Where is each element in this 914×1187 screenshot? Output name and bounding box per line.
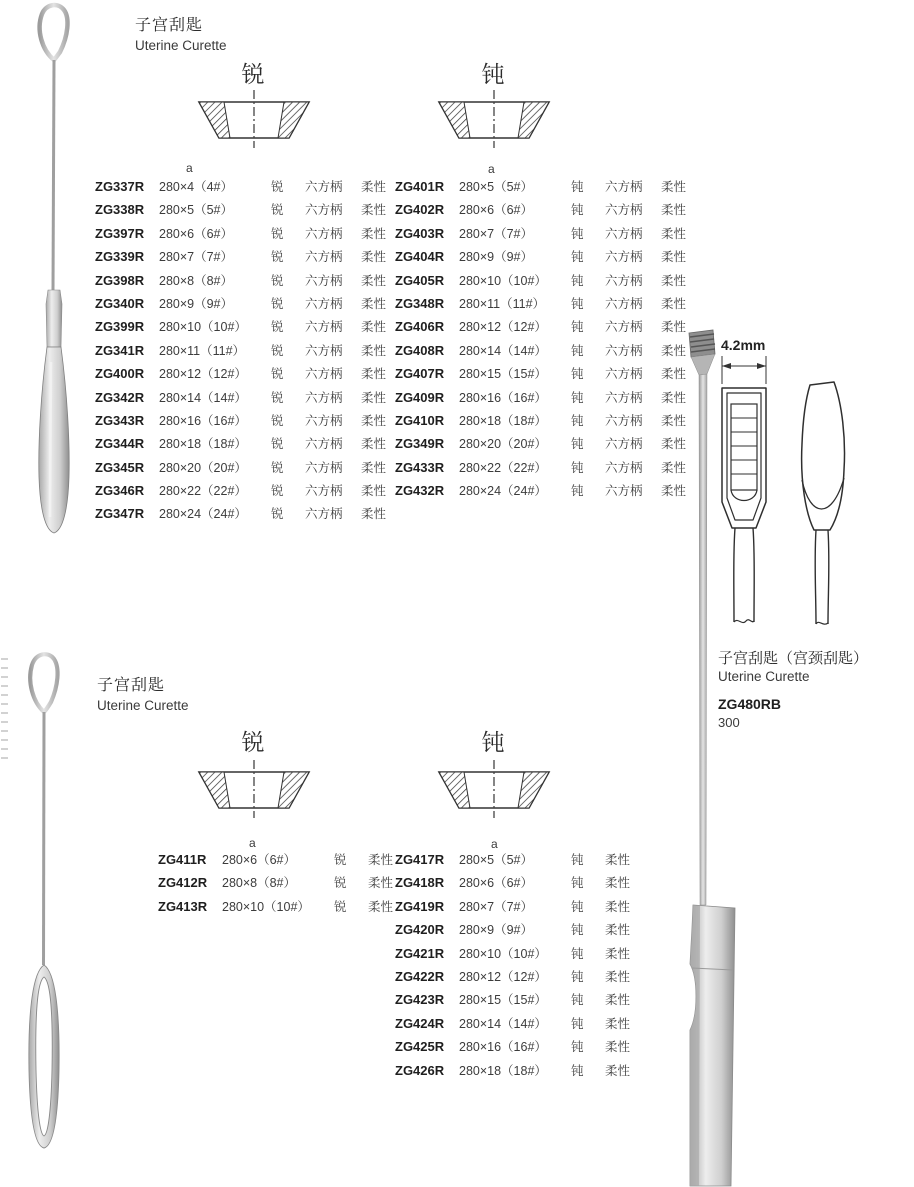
flex-label: 柔性: [368, 899, 394, 914]
product-size: 280×10（10#）: [459, 273, 547, 288]
edge-type: 锐: [334, 876, 347, 891]
flex-label: 柔性: [661, 460, 687, 475]
product-size: 280×6（6#）: [159, 226, 234, 241]
handle-type: 六方柄: [605, 413, 643, 428]
table-row: [158, 873, 410, 896]
product-size: 280×16（16#）: [159, 413, 247, 428]
product-size: 280×9（9#）: [459, 923, 534, 938]
cross-section-diagram-blunt-top: [433, 88, 555, 150]
handle-type: 六方柄: [305, 226, 343, 241]
edge-type: 钝: [571, 899, 584, 914]
handle-type: 六方柄: [605, 273, 643, 288]
handle-type: 六方柄: [605, 343, 643, 358]
product-code: ZG421R: [395, 945, 445, 961]
product-code: ZG348R: [395, 295, 445, 311]
product-code: ZG423R: [395, 992, 445, 1008]
edge-type: 钝: [571, 343, 584, 358]
table-row: [95, 177, 403, 200]
table-row: [395, 434, 703, 457]
side-panel-product-size: 300: [718, 715, 740, 730]
product-size: 280×5（5#）: [159, 203, 234, 218]
flex-label: 柔性: [605, 1016, 631, 1031]
table-row: [95, 341, 403, 364]
flex-label: 柔性: [605, 923, 631, 938]
edge-type: 钝: [571, 226, 584, 241]
product-size: 280×9（9#）: [459, 250, 534, 265]
product-code: ZG345R: [95, 459, 145, 475]
product-code: ZG407R: [395, 366, 445, 382]
cross-section-diagram-sharp-bottom: [193, 758, 315, 820]
side-panel-title-en: Uterine Curette: [718, 669, 810, 684]
table-row: [95, 481, 403, 504]
page-edge-marks: [1, 658, 8, 762]
product-code: ZG417R: [395, 852, 445, 867]
edge-type: 锐: [271, 296, 284, 311]
section2-blunt-table: [395, 850, 647, 1084]
flex-label: 柔性: [661, 226, 687, 241]
flex-label: 柔性: [661, 273, 687, 288]
dim-label-a: a: [488, 162, 495, 176]
handle-type: 六方柄: [605, 250, 643, 265]
table-row: [395, 1014, 647, 1037]
product-code: ZG406R: [395, 319, 445, 335]
table-row: [95, 411, 403, 434]
product-size: 280×4（4#）: [159, 180, 234, 194]
section2-sharp-heading: 锐: [241, 729, 265, 755]
flex-label: 柔性: [661, 320, 687, 335]
product-size: 280×5（5#）: [459, 180, 534, 194]
handle-type: 六方柄: [305, 437, 343, 452]
curette-photo-bottom: [15, 650, 105, 1187]
product-size: 280×15（15#）: [459, 367, 547, 382]
edge-type: 锐: [271, 203, 284, 218]
cross-section-diagram-sharp-top: [193, 88, 315, 150]
flex-label: 柔性: [361, 226, 387, 241]
product-code: ZG342R: [95, 389, 145, 405]
edge-type: 锐: [271, 390, 284, 405]
edge-type: 钝: [571, 296, 584, 311]
table-row: [395, 1037, 647, 1060]
product-size: 280×16（16#）: [459, 1040, 547, 1055]
flex-label: 柔性: [661, 390, 687, 405]
table-row: [395, 317, 703, 340]
handle-type: 六方柄: [605, 460, 643, 475]
product-code: ZG341R: [95, 342, 145, 358]
edge-type: 锐: [271, 250, 284, 265]
product-code: ZG399R: [95, 319, 145, 335]
edge-type: 钝: [571, 969, 584, 984]
table-row: [395, 364, 703, 387]
product-size: 280×8（8#）: [159, 273, 234, 288]
table-row: [95, 271, 403, 294]
flex-label: 柔性: [605, 1040, 631, 1055]
table-row: [95, 294, 403, 317]
flex-label: 柔性: [661, 413, 687, 428]
table-row: [395, 411, 703, 434]
product-code: ZG398R: [95, 272, 145, 288]
edge-type: 锐: [271, 413, 284, 428]
handle-type: 六方柄: [605, 203, 643, 218]
table-row: [395, 944, 647, 967]
table-row: [95, 388, 403, 411]
product-size: 280×12（12#）: [459, 969, 547, 984]
handle-type: 六方柄: [605, 390, 643, 405]
handle-type: 六方柄: [305, 273, 343, 288]
edge-type: 钝: [571, 367, 584, 382]
table-row: [395, 224, 703, 247]
product-size: 280×9（9#）: [159, 296, 234, 311]
product-size: 280×18（18#）: [459, 413, 547, 428]
handle-type: 六方柄: [605, 367, 643, 382]
edge-type: 钝: [571, 876, 584, 891]
product-code: ZG418R: [395, 875, 445, 891]
product-size: 280×14（14#）: [459, 343, 547, 358]
edge-type: 锐: [271, 180, 284, 194]
product-size: 280×15（15#）: [459, 993, 547, 1008]
product-code: ZG424R: [395, 1015, 445, 1031]
handle-type: 六方柄: [305, 507, 343, 522]
flex-label: 柔性: [605, 946, 631, 961]
product-size: 280×22（22#）: [159, 484, 247, 499]
handle-type: 六方柄: [305, 367, 343, 382]
product-size: 280×18（18#）: [159, 437, 247, 452]
technical-drawing: [710, 332, 865, 642]
product-code: ZG420R: [395, 922, 445, 938]
flex-label: 柔性: [605, 993, 631, 1008]
edge-type: 锐: [271, 507, 284, 522]
table-row: [95, 458, 403, 481]
section1-title-en: Uterine Curette: [135, 38, 227, 53]
product-code: ZG338R: [95, 202, 145, 218]
table-row: [395, 294, 703, 317]
table-row: [95, 504, 403, 527]
product-size: 280×8（8#）: [222, 876, 297, 891]
table-row: [95, 364, 403, 387]
flex-label: 柔性: [605, 876, 631, 891]
handle-type: 六方柄: [305, 343, 343, 358]
table-row: [395, 388, 703, 411]
edge-type: 钝: [571, 180, 584, 194]
edge-type: 钝: [571, 250, 584, 265]
product-size: 280×16（16#）: [459, 390, 547, 405]
table-row: [395, 458, 703, 481]
table-row: [95, 200, 403, 223]
dim-label-a: a: [491, 837, 498, 851]
flex-label: 柔性: [368, 853, 394, 867]
handle-type: 六方柄: [605, 484, 643, 499]
flex-label: 柔性: [661, 367, 687, 382]
edge-type: 钝: [571, 437, 584, 452]
flex-label: 柔性: [361, 413, 387, 428]
flex-label: 柔性: [605, 969, 631, 984]
product-code: ZG401R: [395, 179, 445, 194]
product-code: ZG346R: [95, 483, 145, 499]
edge-type: 锐: [271, 273, 284, 288]
product-size: 280×7（7#）: [159, 250, 234, 265]
product-size: 280×12（12#）: [459, 320, 547, 335]
product-code: ZG349R: [395, 436, 445, 452]
edge-type: 锐: [271, 367, 284, 382]
flex-label: 柔性: [361, 273, 387, 288]
edge-type: 锐: [271, 484, 284, 499]
section1-blunt-heading: 钝: [481, 61, 505, 87]
table-row: [95, 247, 403, 270]
section2-title-zh: 子宫刮匙: [97, 677, 166, 694]
product-code: ZG413R: [158, 898, 208, 914]
product-size: 280×20（20#）: [159, 460, 247, 475]
flex-label: 柔性: [361, 320, 387, 335]
handle-type: 六方柄: [305, 390, 343, 405]
flex-label: 柔性: [361, 484, 387, 499]
handle-type: 六方柄: [305, 296, 343, 311]
table-row: [95, 317, 403, 340]
edge-type: 钝: [571, 1063, 584, 1078]
product-size: 280×14（14#）: [159, 390, 247, 405]
table-row: [395, 990, 647, 1013]
handle-type: 六方柄: [605, 180, 643, 194]
cross-section-diagram-blunt-bottom: [433, 758, 555, 820]
product-size: 280×5（5#）: [459, 853, 534, 867]
product-code: ZG408R: [395, 342, 445, 358]
product-size: 280×10（10#）: [222, 899, 310, 914]
table-row: [395, 177, 703, 200]
product-size: 280×11（11#）: [159, 343, 246, 358]
section2-title-en: Uterine Curette: [97, 698, 189, 713]
product-size: 280×7（7#）: [459, 899, 534, 914]
product-size: 280×6（6#）: [459, 203, 534, 218]
flex-label: 柔性: [361, 437, 387, 452]
edge-type: 钝: [571, 484, 584, 499]
flex-label: 柔性: [361, 250, 387, 265]
flex-label: 柔性: [661, 484, 687, 499]
side-panel-product-code: ZG480RB: [718, 696, 782, 712]
dimension-text: 4.2mm: [721, 337, 766, 353]
flex-label: 柔性: [361, 203, 387, 218]
product-size: 280×10（10#）: [459, 946, 547, 961]
product-code: ZG344R: [95, 436, 145, 452]
table-row: [395, 920, 647, 943]
edge-type: 锐: [271, 226, 284, 241]
edge-type: 钝: [571, 203, 584, 218]
product-size: 280×14（14#）: [459, 1016, 547, 1031]
section1-sharp-heading: 锐: [241, 61, 265, 87]
flex-label: 柔性: [361, 180, 387, 194]
table-row: [395, 247, 703, 270]
section1-title-zh: 子宫刮匙: [135, 17, 204, 34]
handle-type: 六方柄: [305, 180, 343, 194]
flex-label: 柔性: [661, 343, 687, 358]
product-code: ZG343R: [95, 412, 145, 428]
table-row: [158, 897, 410, 920]
flex-label: 柔性: [661, 203, 687, 218]
flex-label: 柔性: [661, 296, 687, 311]
edge-type: 锐: [271, 320, 284, 335]
handle-type: 六方柄: [305, 203, 343, 218]
handle-type: 六方柄: [305, 484, 343, 499]
product-code: ZG410R: [395, 412, 445, 428]
dim-label-a: a: [186, 161, 193, 175]
product-code: ZG419R: [395, 898, 445, 914]
handle-type: 六方柄: [305, 320, 343, 335]
table-row: [395, 873, 647, 896]
product-code: ZG409R: [395, 389, 445, 405]
product-code: ZG433R: [395, 459, 445, 475]
section2-sharp-table: [158, 850, 410, 920]
table-row: [395, 341, 703, 364]
table-row: [395, 850, 647, 873]
edge-type: 锐: [271, 437, 284, 452]
section2-blunt-heading: 钝: [481, 729, 505, 755]
table-row: [158, 850, 410, 873]
flex-label: 柔性: [368, 876, 394, 891]
table-row: [95, 434, 403, 457]
table-row: [395, 200, 703, 223]
handle-type: 六方柄: [605, 320, 643, 335]
table-row: [395, 967, 647, 990]
product-code: ZG412R: [158, 875, 208, 891]
table-row: [395, 897, 647, 920]
handle-type: 六方柄: [305, 460, 343, 475]
product-code: ZG402R: [395, 202, 445, 218]
edge-type: 钝: [571, 413, 584, 428]
table-row: [95, 224, 403, 247]
edge-type: 锐: [271, 460, 284, 475]
edge-type: 钝: [571, 273, 584, 288]
product-size: 280×7（7#）: [459, 226, 534, 241]
product-code: ZG339R: [95, 249, 145, 265]
flex-label: 柔性: [605, 899, 631, 914]
handle-type: 六方柄: [305, 250, 343, 265]
dim-label-a: a: [249, 836, 256, 850]
product-size: 280×6（6#）: [222, 853, 297, 867]
table-row: [395, 481, 703, 504]
product-code: ZG422R: [395, 968, 445, 984]
table-row: [395, 271, 703, 294]
flex-label: 柔性: [361, 460, 387, 475]
product-code: ZG426R: [395, 1062, 445, 1078]
product-code: ZG425R: [395, 1039, 445, 1055]
section1-sharp-table: [95, 177, 403, 528]
flex-label: 柔性: [661, 180, 687, 194]
edge-type: 钝: [571, 390, 584, 405]
product-code: ZG405R: [395, 272, 445, 288]
product-size: 280×20（20#）: [459, 437, 547, 452]
product-size: 280×24（24#）: [459, 484, 547, 499]
flex-label: 柔性: [605, 1063, 631, 1078]
product-size: 280×11（11#）: [459, 296, 546, 311]
handle-type: 六方柄: [605, 296, 643, 311]
product-code: ZG400R: [95, 366, 145, 382]
product-code: ZG340R: [95, 295, 145, 311]
edge-type: 钝: [571, 320, 584, 335]
flex-label: 柔性: [361, 343, 387, 358]
flex-label: 柔性: [361, 367, 387, 382]
table-row: [395, 1061, 647, 1084]
handle-type: 六方柄: [605, 437, 643, 452]
edge-type: 钝: [571, 923, 584, 938]
product-size: 280×6（6#）: [459, 876, 534, 891]
product-size: 280×12（12#）: [159, 367, 247, 382]
product-code: ZG397R: [95, 225, 145, 241]
edge-type: 钝: [571, 1040, 584, 1055]
product-size: 280×22（22#）: [459, 460, 547, 475]
flex-label: 柔性: [661, 250, 687, 265]
handle-type: 六方柄: [605, 226, 643, 241]
flex-label: 柔性: [661, 437, 687, 452]
side-panel-title-zh: 子宫刮匙（宫颈刮匙）: [718, 650, 869, 667]
section2-header: [97, 672, 189, 713]
edge-type: 钝: [571, 460, 584, 475]
edge-type: 钝: [571, 1016, 584, 1031]
product-size: 280×10（10#）: [159, 320, 247, 335]
flex-label: 柔性: [361, 296, 387, 311]
flex-label: 柔性: [361, 507, 387, 522]
product-code: ZG337R: [95, 179, 145, 194]
edge-type: 钝: [571, 993, 584, 1008]
edge-type: 锐: [334, 899, 347, 914]
product-code: ZG403R: [395, 225, 445, 241]
flex-label: 柔性: [361, 390, 387, 405]
edge-type: 锐: [334, 853, 347, 867]
product-code: ZG404R: [395, 249, 445, 265]
handle-type: 六方柄: [305, 413, 343, 428]
product-code: ZG411R: [158, 852, 207, 867]
product-size: 280×18（18#）: [459, 1063, 547, 1078]
section1-header: [135, 12, 227, 53]
edge-type: 钝: [571, 946, 584, 961]
product-code: ZG432R: [395, 483, 445, 499]
product-code: ZG347R: [95, 506, 145, 522]
flex-label: 柔性: [605, 853, 631, 867]
edge-type: 锐: [271, 343, 284, 358]
edge-type: 钝: [571, 853, 584, 867]
section1-blunt-table: [395, 177, 703, 504]
product-size: 280×24（24#）: [159, 507, 247, 522]
